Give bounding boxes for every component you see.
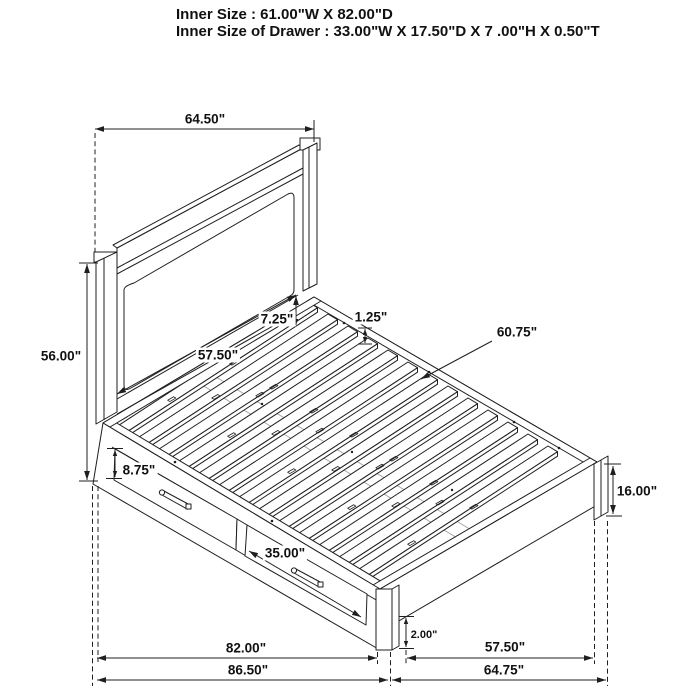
dim-label-headboard-inner-width: 57.50" [197,347,239,363]
dim-label-foot-inner-width: 57.50" [484,639,526,655]
foot-near-leg [376,589,392,650]
dim-label-inner-length: 82.00" [225,640,267,656]
dim-label-headboard-width: 64.50" [184,111,226,127]
dim-label-foot-clearance: 2.00" [410,629,438,641]
dim-label-overall-width: 64.75" [483,662,525,678]
dim-label-footboard-height: 16.00" [616,483,658,499]
title-drawer-size: Inner Size of Drawer : 33.00"W X 17.50"D X 7 .00"H X 0.50"T [176,23,600,40]
foot-near-leg-side [392,585,399,650]
headboard-right-post [303,143,317,291]
dim-label-drawer-face-height: 8.75" [122,462,156,478]
dim-label-panel-to-deck: 7.25" [260,311,294,327]
dim-slat-length-leader [421,341,492,379]
dim-label-drawer-width: 35.00" [264,545,306,561]
headboard-left-post [96,252,117,424]
dim-label-slat-length: 60.75" [496,324,538,340]
title-inner-size: Inner Size : 61.00"W X 82.00"D [176,6,393,23]
bed-body [93,138,608,650]
dim-label-headboard-height: 56.00" [40,348,82,364]
dim-label-overall-length: 86.50" [227,662,269,678]
dim-label-slat-thickness: 1.25" [354,309,388,325]
